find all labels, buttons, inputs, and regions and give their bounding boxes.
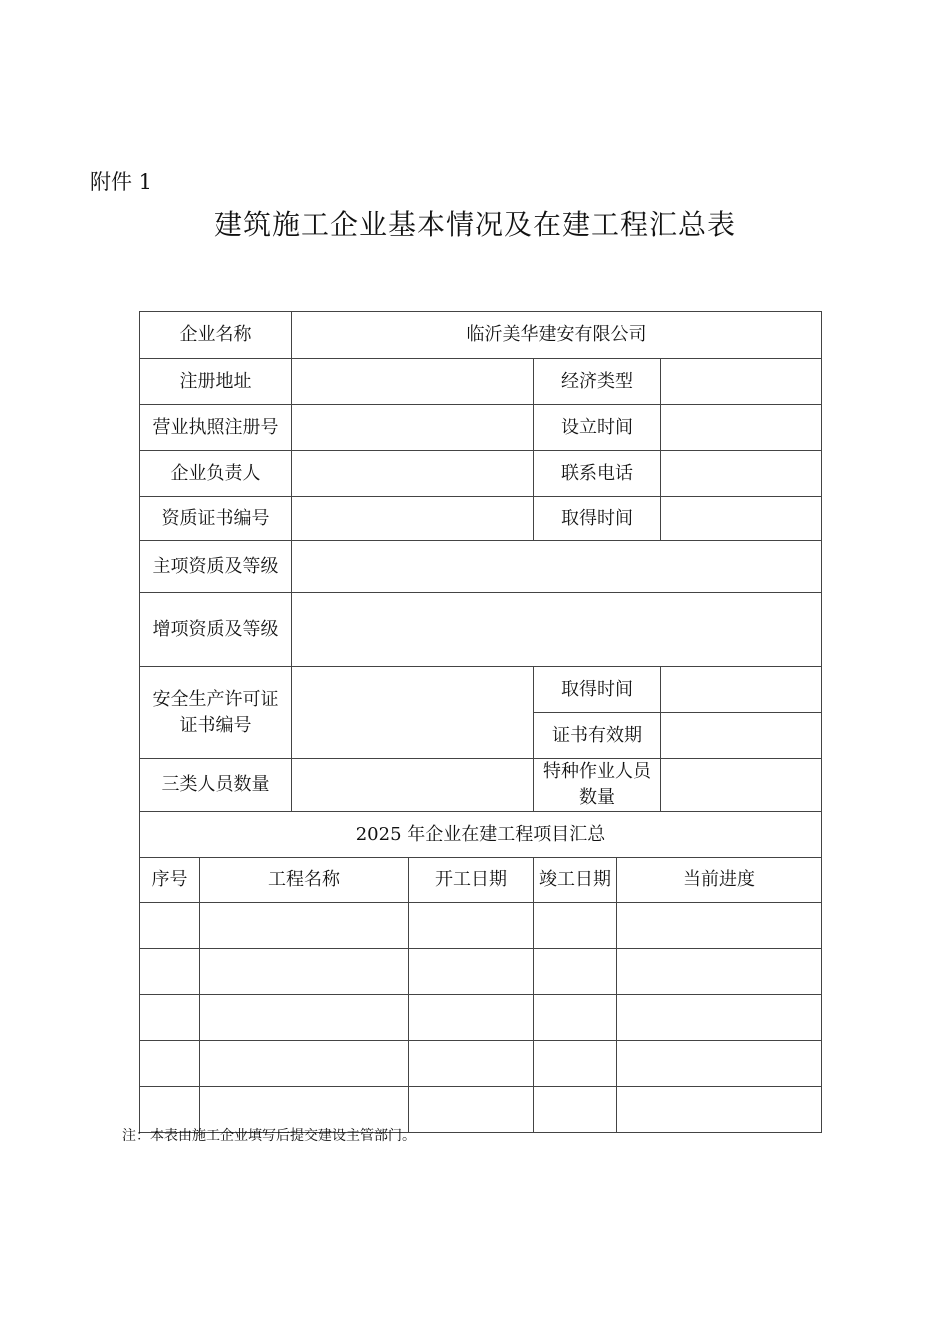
serial-cell[interactable] bbox=[140, 949, 200, 995]
start-date-cell[interactable] bbox=[409, 1041, 534, 1087]
start-date-cell[interactable] bbox=[409, 995, 534, 1041]
project-name-cell[interactable] bbox=[200, 1041, 409, 1087]
safety-cert-label bbox=[140, 667, 292, 759]
phone-field[interactable] bbox=[661, 451, 822, 497]
address-label: 注册地址 bbox=[140, 359, 292, 405]
obtained-field[interactable] bbox=[661, 497, 822, 541]
projects-section-title: 2025 年企业在建工程项目汇总 bbox=[140, 812, 822, 858]
leader-label: 企业负责人 bbox=[140, 451, 292, 497]
special-ops-label: 特种作业人员数量 bbox=[534, 759, 661, 812]
cert-no-label: 资质证书编号 bbox=[140, 497, 292, 541]
license-no-field[interactable] bbox=[292, 405, 534, 451]
main-qual-field[interactable] bbox=[292, 541, 822, 593]
start-date-cell[interactable] bbox=[409, 903, 534, 949]
start-date-cell[interactable] bbox=[409, 949, 534, 995]
project-name-cell[interactable] bbox=[200, 995, 409, 1041]
table-row bbox=[140, 1041, 822, 1087]
progress-cell[interactable] bbox=[617, 1041, 822, 1087]
project-name-cell[interactable] bbox=[200, 903, 409, 949]
company-name-label: 企业名称 bbox=[140, 312, 292, 359]
table-row bbox=[140, 949, 822, 995]
extra-qual-field[interactable] bbox=[292, 593, 822, 667]
end-date-cell[interactable] bbox=[534, 949, 617, 995]
serial-cell[interactable] bbox=[140, 903, 200, 949]
established-field[interactable] bbox=[661, 405, 822, 451]
start-date-cell[interactable] bbox=[409, 1087, 534, 1133]
address-field[interactable] bbox=[292, 359, 534, 405]
table-row bbox=[140, 995, 822, 1041]
established-label: 设立时间 bbox=[534, 405, 661, 451]
license-no-label: 营业执照注册号 bbox=[140, 405, 292, 451]
page-title: 建筑施工企业基本情况及在建工程汇总表 bbox=[213, 208, 736, 241]
cert-no-field[interactable] bbox=[292, 497, 534, 541]
leader-field[interactable] bbox=[292, 451, 534, 497]
safety-obtained-field[interactable] bbox=[661, 667, 822, 713]
safety-obtained-label: 取得时间 bbox=[534, 667, 661, 713]
progress-cell[interactable] bbox=[617, 903, 822, 949]
extra-qual-label: 增项资质及等级 bbox=[140, 593, 292, 667]
economy-type-label: 经济类型 bbox=[534, 359, 661, 405]
progress-cell[interactable] bbox=[617, 1087, 822, 1133]
table-row bbox=[140, 903, 822, 949]
three-class-field[interactable] bbox=[292, 759, 534, 812]
three-class-label: 三类人员数量 bbox=[140, 759, 292, 812]
safety-cert-label-line1: 安全生产许可证 bbox=[152, 688, 279, 710]
progress-cell[interactable] bbox=[617, 949, 822, 995]
economy-type-field[interactable] bbox=[661, 359, 822, 405]
end-date-cell[interactable] bbox=[534, 995, 617, 1041]
header-project-name: 工程名称 bbox=[200, 858, 409, 903]
obtained-label: 取得时间 bbox=[534, 497, 661, 541]
special-ops-field[interactable] bbox=[661, 759, 822, 812]
end-date-cell[interactable] bbox=[534, 1087, 617, 1133]
summary-form-table bbox=[139, 311, 822, 1133]
company-name-value[interactable]: 临沂美华建安有限公司 bbox=[292, 312, 822, 359]
serial-cell[interactable] bbox=[140, 995, 200, 1041]
phone-label: 联系电话 bbox=[534, 451, 661, 497]
header-progress: 当前进度 bbox=[617, 858, 822, 903]
attachment-label: 附件 1 bbox=[90, 170, 153, 194]
main-qual-label: 主项资质及等级 bbox=[140, 541, 292, 593]
end-date-cell[interactable] bbox=[534, 903, 617, 949]
serial-cell[interactable] bbox=[140, 1041, 200, 1087]
header-serial: 序号 bbox=[140, 858, 200, 903]
header-start-date: 开工日期 bbox=[409, 858, 534, 903]
validity-field[interactable] bbox=[661, 713, 822, 759]
project-name-cell[interactable] bbox=[200, 949, 409, 995]
end-date-cell[interactable] bbox=[534, 1041, 617, 1087]
progress-cell[interactable] bbox=[617, 995, 822, 1041]
footnote: 注：本表由施工企业填写后提交建设主管部门。 bbox=[122, 1128, 416, 1144]
header-end-date: 竣工日期 bbox=[534, 858, 617, 903]
validity-label: 证书有效期 bbox=[534, 713, 661, 759]
safety-cert-label-line2: 证书编号 bbox=[179, 714, 252, 736]
safety-cert-field[interactable] bbox=[292, 667, 534, 759]
